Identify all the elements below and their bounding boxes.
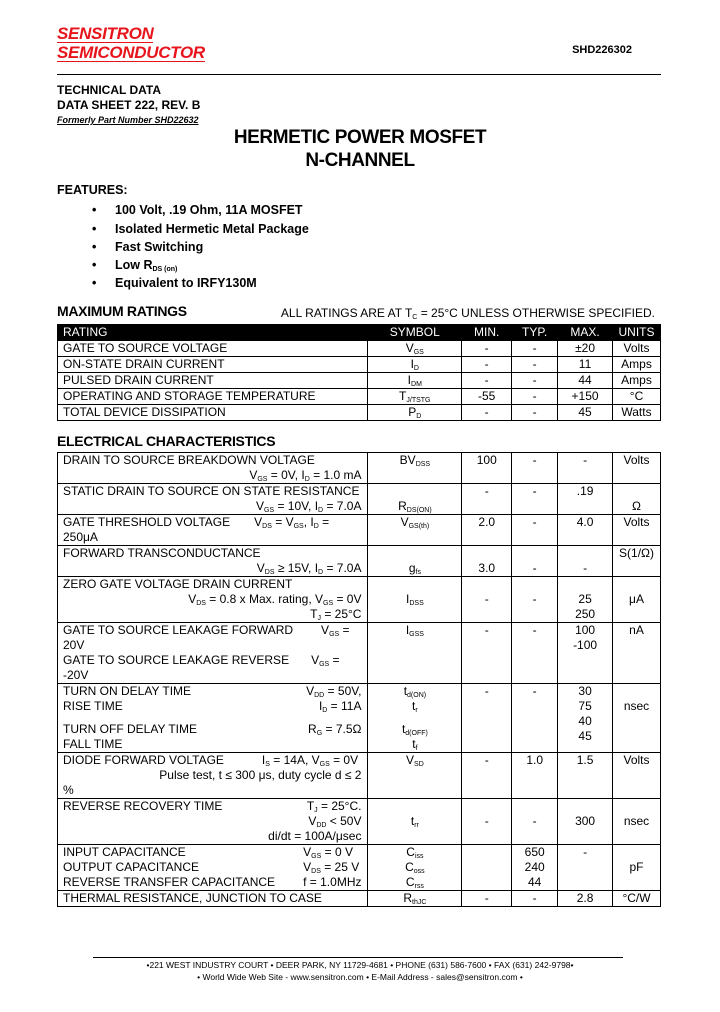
table-row: TURN ON DELAY TIME RISE TIME TURN OFF DELAY TIME FALL TIME $V_{DD} = 50V$, $I_D = 11A$ $R_G = 7.5\Omega$ $t_{d(ON)}$ $t_r$ $t_{d(OFF)}$ $t_f$ - - 30 75 40 45 nsec: [58, 684, 661, 753]
ratings-note: ALL RATINGS ARE AT $T_C = 25^\circ C$ UNLESS OTHERWISE SPECIFIED.: [280, 306, 655, 321]
bullet-icon: •: [92, 203, 97, 217]
page-title: HERMETIC POWER MOSFET: [233, 127, 487, 148]
technical-data-heading: TECHNICAL DATA: [57, 83, 161, 97]
table-row: THERMAL RESISTANCE, JUNCTION TO CASE $R_{thJC}$ - - 2.8 °C/W: [58, 891, 661, 907]
table-header-row: RATING SYMBOL MIN. TYP. MAX. UNITS: [58, 325, 661, 341]
electrical-heading: ELECTRICAL CHARACTERISTICS: [57, 433, 276, 449]
bullet-icon: •: [92, 222, 97, 236]
part-number: SHD226302: [572, 44, 632, 56]
table-row: DRAIN TO SOURCE BREAKDOWN VOLTAGE $V_{GS} = 0V$, $I_D = 1.0$ mA $BV_{DSS}$ 100 - - Volts: [58, 453, 661, 484]
max-ratings-table: [57, 324, 661, 421]
former-part-number: Formerly Part Number SHD22632: [57, 115, 199, 125]
electrical-table: [57, 452, 661, 907]
table-row: INPUT CAPACITANCE OUTPUT CAPACITANCE REVERSE TRANSFER CAPACITANCE $V_{GS} = 0$ V $V_{DS} = 25$ V f = 1.0MHz $C_{iss}$ $C_{oss}$ $C_{rss}$ 650 240 44 - pF: [58, 845, 661, 891]
header-divider: [57, 74, 661, 75]
table-row: ON-STATE DRAIN CURRENT $I_D$ - - 11 Amps: [58, 357, 661, 373]
table-row: ZERO GATE VOLTAGE DRAIN CURRENT $V_{DS} = 0.8$ x Max. rating, $V_{GS} = 0V$ $T_J = 25^\circ C$ $I_{DSS}$ - - 25 250 μA: [58, 577, 661, 623]
footer-address: •221 WEST INDUSTRY COURT • DEER PARK, NY 11729-4681 • PHONE (631) 586-7600 • FAX (631) 242-9798•: [146, 960, 574, 970]
table-row: GATE THRESHOLD VOLTAGE $V_{DS} = V_{GS}$, $I_D$ = 250μA $V_{GS(th)}$ 2.0 - 4.0 Volts: [58, 515, 661, 546]
table-row: PULSED DRAIN CURRENT $I_{DM}$ - - 44 Amps: [58, 373, 661, 389]
table-row: DIODE FORWARD VOLTAGE $I_S = 14A$, $V_{GS} = 0V$ Pulse test, t ≤ 300 μs, duty cycle d ≤ 2 % $V_{SD}$ - 1.0 1.5 Volts: [58, 753, 661, 799]
company-logo: [57, 24, 205, 62]
table-row: TOTAL DEVICE DISSIPATION $P_D$ - - 45 Watts: [58, 405, 661, 421]
features-heading: FEATURES:: [57, 183, 128, 197]
bullet-icon: •: [92, 258, 97, 272]
bullet-icon: •: [92, 276, 97, 290]
table-row: GATE TO SOURCE VOLTAGE $V_{GS}$ - - ±20 Volts: [58, 341, 661, 357]
table-row: GATE TO SOURCE LEAKAGE FORWARD $V_{GS}$ = 20V GATE TO SOURCE LEAKAGE REVERSE $V_{GS} = -20V$ $I_{GSS}$ - - 100 -100 nA: [58, 623, 661, 684]
table-row: STATIC DRAIN TO SOURCE ON STATE RESISTANCE $V_{GS} = 10V$, $I_D = 7.0A$ $R_{DS(ON)}$ - - .19 Ω: [58, 484, 661, 515]
table-row: OPERATING AND STORAGE TEMPERATURE $T_{J/TSTG}$ -55 - +150 °C: [58, 389, 661, 405]
bullet-icon: •: [92, 240, 97, 254]
company-name-line1: SENSITRON: [57, 24, 154, 43]
max-ratings-heading: MAXIMUM RATINGS: [57, 303, 187, 319]
footer-web: • World Wide Web Site - www.sensitron.com • E-Mail Address - sales@sensitron.com •: [197, 972, 523, 982]
footer-divider: [93, 957, 623, 958]
page-subtitle: N-CHANNEL: [305, 150, 415, 171]
data-sheet-revision: DATA SHEET 222, REV. B: [57, 98, 201, 112]
table-row: REVERSE RECOVERY TIME $V_{DD} < 50V$ di/dt = 100A/μsec $T_J = 25^\circ C$. $t_{rr}$ - - 300 nsec: [58, 799, 661, 845]
table-row: FORWARD TRANSCONDUCTANCE $V_{DS} \ge 15V$, $I_D = 7.0A$ $g_{fs}$ 3.0 - - S(1/Ω): [58, 546, 661, 577]
company-name-line2: SEMICONDUCTOR: [57, 43, 205, 62]
